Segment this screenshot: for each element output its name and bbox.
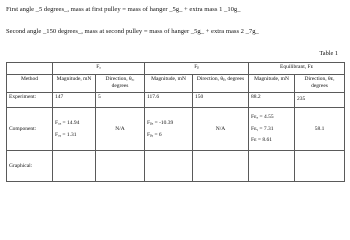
component-fb-direction: N/A	[193, 108, 249, 151]
graphical-fe-direction	[295, 151, 345, 182]
sub-header-row	[7, 75, 345, 93]
component-fe-values	[249, 108, 295, 151]
experiment-row	[7, 93, 345, 108]
graphical-fa-direction	[96, 151, 145, 182]
empty-corner-cell	[7, 63, 53, 75]
group-header-row	[7, 63, 345, 75]
experiment-fb-direction: 150	[193, 93, 249, 108]
fe-magnitude-header: Magnitude, mN	[249, 75, 295, 93]
component-fb-y: Fᵦᵧ = 6	[147, 131, 162, 138]
experiment-fe-direction: 235	[295, 93, 345, 108]
method-header: Method	[7, 75, 53, 93]
fe-group-header: Equilibrant, Fᴇ	[249, 63, 345, 75]
experiment-fa-direction: 5	[96, 93, 145, 108]
graphical-fe-magnitude	[249, 151, 295, 182]
component-fa-values	[53, 108, 96, 151]
experiment-fe-magnitude: 88.2	[249, 93, 295, 108]
component-fe-y: Fᴇᵧ = 7.31	[251, 125, 274, 132]
experiment-fa-magnitude: 147	[53, 93, 96, 108]
graphical-label: Graphical:	[7, 151, 53, 182]
fb-magnitude-header: Magnitude, mN	[145, 75, 193, 93]
table-caption: Table 1	[319, 50, 338, 57]
experiment-label: Experiment:	[7, 93, 53, 108]
component-row	[7, 108, 345, 151]
fa-magnitude-header: Magnitude, mN	[53, 75, 96, 93]
component-fa-direction: N/A	[96, 108, 145, 151]
component-fe-x: Fᴇₓ = 4.55	[251, 114, 274, 121]
component-fb-x: Fᵦₓ = -10.39	[147, 119, 174, 126]
component-fe-magnitude: Fᴇ = 8.61	[251, 137, 272, 144]
component-fe-direction: 58.1	[295, 108, 345, 151]
graphical-fa-magnitude	[53, 151, 96, 182]
first-angle-line: First angle _5 degrees_, mass at first pulley = mass of hanger _5g_ + extra mass 1 _10g_	[6, 6, 241, 13]
fb-direction-header: Direction, θᵦ, degrees	[193, 75, 249, 93]
fb-group-header: Fᵦ	[145, 63, 249, 75]
experiment-fb-magnitude: 117.6	[145, 93, 193, 108]
component-label: Component:	[7, 108, 53, 151]
graphical-fb-direction	[193, 151, 249, 182]
component-fa-y: Fₐᵧ = 1.31	[55, 131, 77, 138]
fa-direction-header: Direction, θₐ, degrees	[96, 75, 145, 93]
fa-group-header: Fₐ	[53, 63, 145, 75]
graphical-row	[7, 151, 345, 182]
component-fa-x: Fₐₓ = 14.94	[55, 119, 80, 126]
fe-direction-header: Direction, θᴇ, degrees	[295, 75, 345, 93]
second-angle-line: Second angle _150 degrees_, mass at second pulley = mass of hanger _5g_ + extra mass 2 _7g_	[6, 28, 259, 35]
component-fb-values	[145, 108, 193, 151]
force-table	[6, 62, 345, 182]
graphical-fb-magnitude	[145, 151, 193, 182]
